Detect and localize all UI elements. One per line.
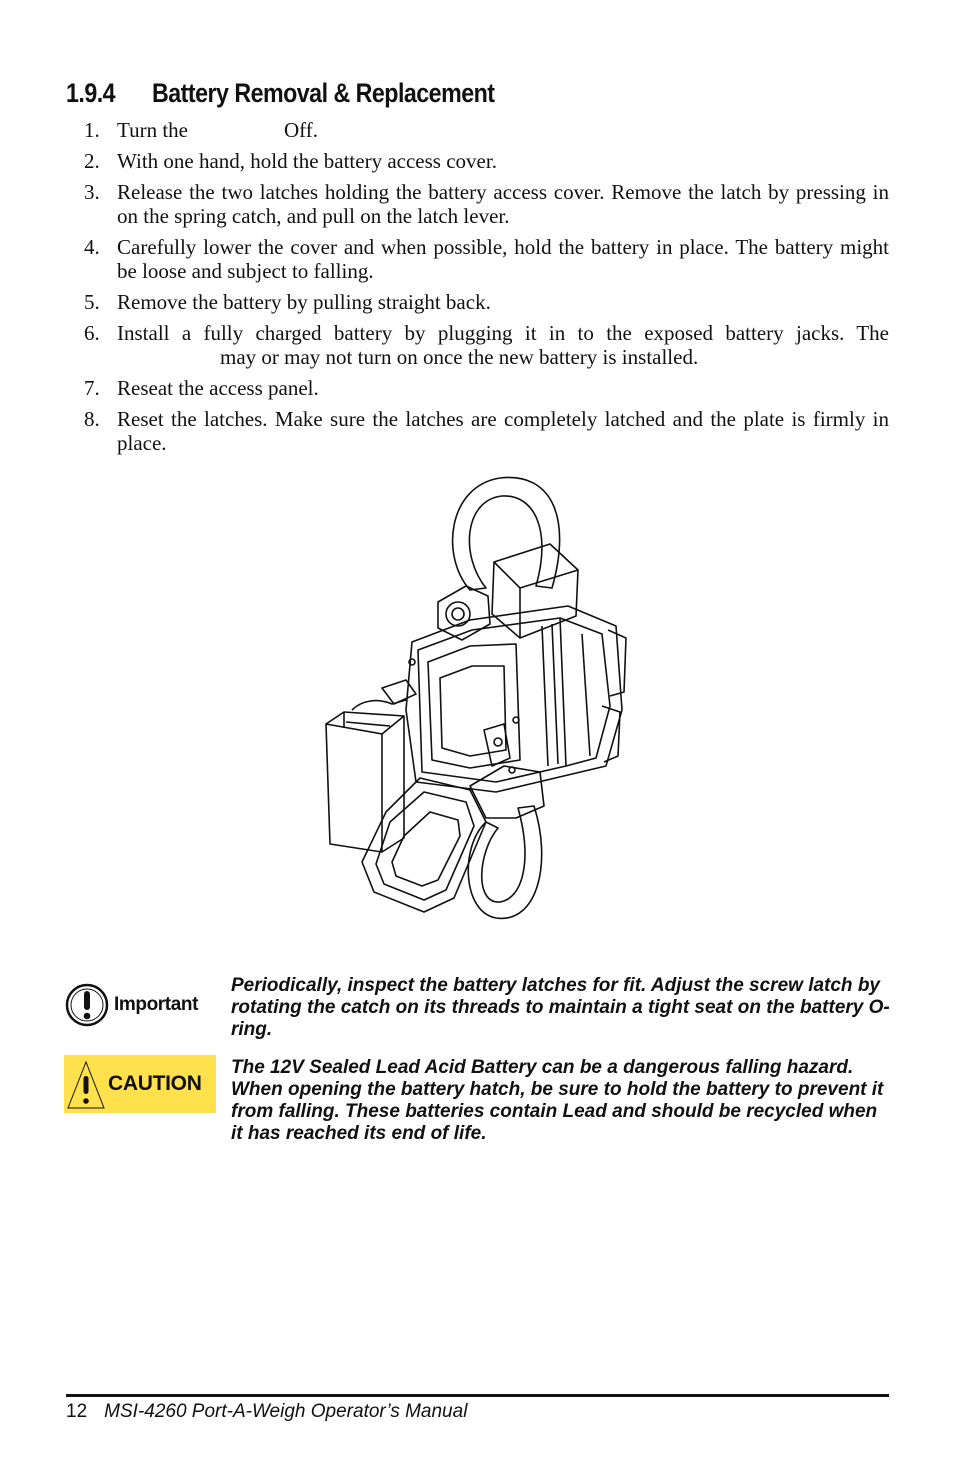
step-item (84, 407, 889, 455)
step-text: Turn the Off. (117, 118, 319, 142)
step-item (84, 149, 889, 173)
step-text: Release the two latches holding the battery access cover. Remove the latch by pressing in on the spring catch, and pull on the latch lever. (117, 180, 889, 228)
step-text: With one hand, hold the battery access cover. (117, 149, 497, 173)
step-number: 3. (84, 180, 100, 204)
page-number: 12 (66, 1401, 88, 1422)
caution-label: CAUTION (108, 1072, 202, 1095)
section-title: Battery Removal & Replacement (152, 78, 495, 108)
step-item (84, 118, 889, 142)
page-footer (66, 1401, 467, 1423)
important-notice (64, 975, 894, 1045)
step-text: Remove the battery by pulling straight back. (117, 290, 491, 314)
crane-scale-battery-illustration (320, 466, 638, 926)
step-number: 4. (84, 235, 100, 259)
important-text: Periodically, inspect the battery latches for fit. Adjust the screw latch by rotating the catch on its threads to maintain a tight seat on the battery O-ring. (231, 975, 890, 1040)
caution-text: The 12V Sealed Lead Acid Battery can be a dangerous falling hazard. When opening the battery hatch, be sure to hold the battery to prevent it from falling. These batteries contain Lead and should be recycled when it has reached its end of life. (231, 1057, 884, 1144)
caution-notice (64, 1057, 894, 1147)
step-number: 7. (84, 376, 100, 400)
step-text: Reseat the access panel. (117, 376, 319, 400)
step-number: 2. (84, 149, 100, 173)
step-item (84, 321, 889, 369)
section-number: 1.9.4 (66, 78, 116, 108)
step-number: 6. (84, 321, 100, 345)
warning-triangle-icon (66, 1058, 106, 1110)
step-item (84, 376, 889, 400)
section-heading (66, 78, 495, 109)
step-number: 1. (84, 118, 100, 142)
steps-list (84, 118, 889, 462)
step-text: Install a fully charged battery by plugging it in to the exposed battery jacks. The may or may not turn on once the new battery is installed. (117, 321, 889, 369)
footer-rule (66, 1394, 889, 1397)
important-badge (64, 975, 216, 1035)
caution-badge (64, 1055, 216, 1113)
step-item (84, 235, 889, 283)
step-text: Carefully lower the cover and when possible, hold the battery in place. The battery might be loose and subject to falling. (117, 235, 889, 283)
step-item (84, 180, 889, 228)
step-text: Reset the latches. Make sure the latches are completely latched and the plate is firmly in place. (117, 407, 889, 455)
step-number: 8. (84, 407, 100, 431)
manual-title: MSI-4260 Port-A-Weigh Operator’s Manual (104, 1401, 468, 1422)
step-item (84, 290, 889, 314)
step-number: 5. (84, 290, 100, 314)
important-label: Important (114, 994, 199, 1015)
exclamation-circle-icon (64, 982, 110, 1028)
